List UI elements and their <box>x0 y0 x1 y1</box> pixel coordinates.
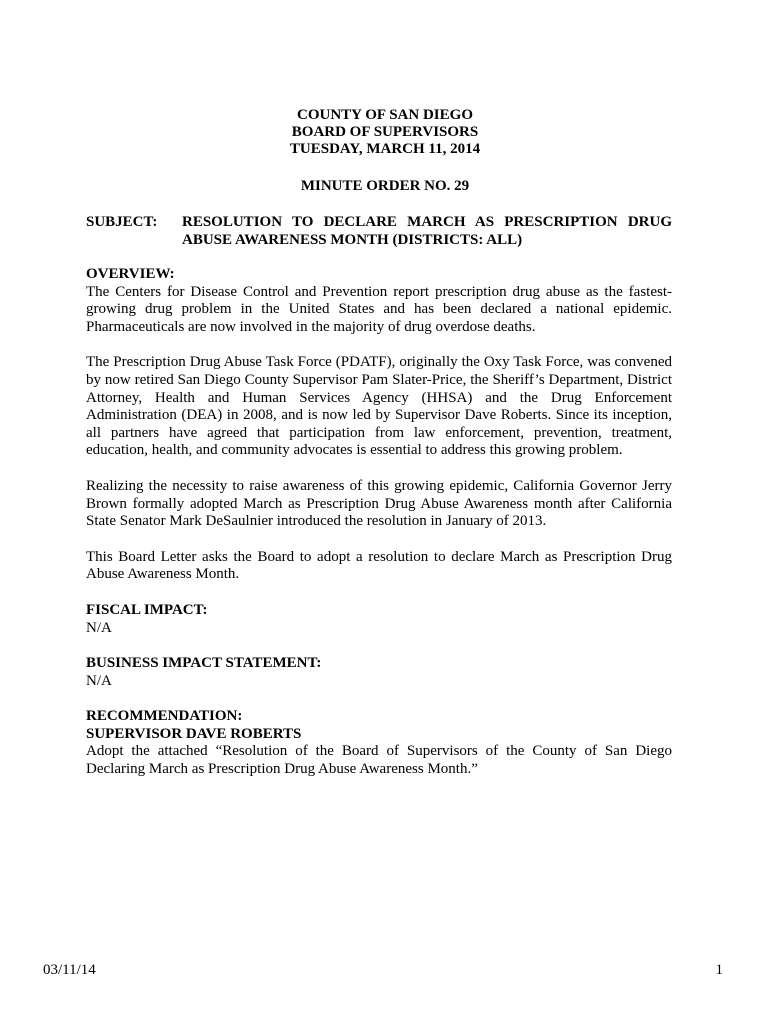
footer-date: 03/11/14 <box>43 962 96 978</box>
overview-paragraph-1: The Centers for Disease Control and Prevention report prescription drug abuse as the fastest-growing drug problem in the United States and has been declared a national epidemic. Pharmaceuticals are now involved in the majority of drug overdose deaths. <box>86 283 672 335</box>
overview-paragraph-3: Realizing the necessity to raise awareness of this growing epidemic, California Governor Jerry Brown formally adopted March as Prescription Drug Abuse Awareness month after California State Senator Mark DeSaulnier introduced the resolution in January of 2013. <box>86 477 672 530</box>
recommendation-heading: RECOMMENDATION: <box>86 708 243 725</box>
document-body <box>86 266 672 779</box>
header-county: COUNTY OF SAN DIEGO <box>297 107 473 123</box>
header-date: TUESDAY, MARCH 11, 2014 <box>289 141 481 157</box>
overview-paragraph-4: This Board Letter asks the Board to adopt a resolution to declare March as Prescription Drug Abuse Awareness Month. <box>86 548 672 583</box>
header-board: BOARD OF SUPERVISORS <box>291 124 479 140</box>
business-impact-heading: BUSINESS IMPACT STATEMENT: <box>86 655 322 672</box>
fiscal-impact-text: N/A <box>86 619 112 636</box>
page-number: 1 <box>715 962 723 978</box>
business-impact-text: N/A <box>86 672 112 689</box>
overview-paragraph-2: The Prescription Drug Abuse Task Force (PDATF), originally the Oxy Task Force, was convened by now retired San Diego County Supervisor Pam Slater-Price, the Sheriff’s Department, District Attorney, Health and Human Services Agency (HHSA) and the Drug Enforcement Administration (DEA) in 2008, and is now led by Supervisor Dave Roberts. Since its inception, all partners have agreed that participation from law enforcement, prevention, treatment, education, health, and community advocates is essential to address this growing problem. <box>86 354 672 459</box>
subject-label: SUBJECT: <box>86 214 158 230</box>
fiscal-impact-heading: FISCAL IMPACT: <box>86 601 208 618</box>
document-header <box>0 107 770 158</box>
subject-text: RESOLUTION TO DECLARE MARCH AS PRESCRIPTION DRUG ABUSE AWARENESS MONTH (DISTRICTS: ALL) <box>182 214 672 248</box>
minute-order-number: MINUTE ORDER NO. 29 <box>300 178 470 194</box>
subject-line <box>86 213 672 249</box>
recommendation-text: Adopt the attached “Resolution of the Board of Supervisors of the County of San Diego Declaring March as Prescription Drug Abuse Awareness Month.” <box>86 743 672 778</box>
overview-heading: OVERVIEW: <box>86 266 175 282</box>
recommendation-supervisor: SUPERVISOR DAVE ROBERTS <box>86 725 302 742</box>
